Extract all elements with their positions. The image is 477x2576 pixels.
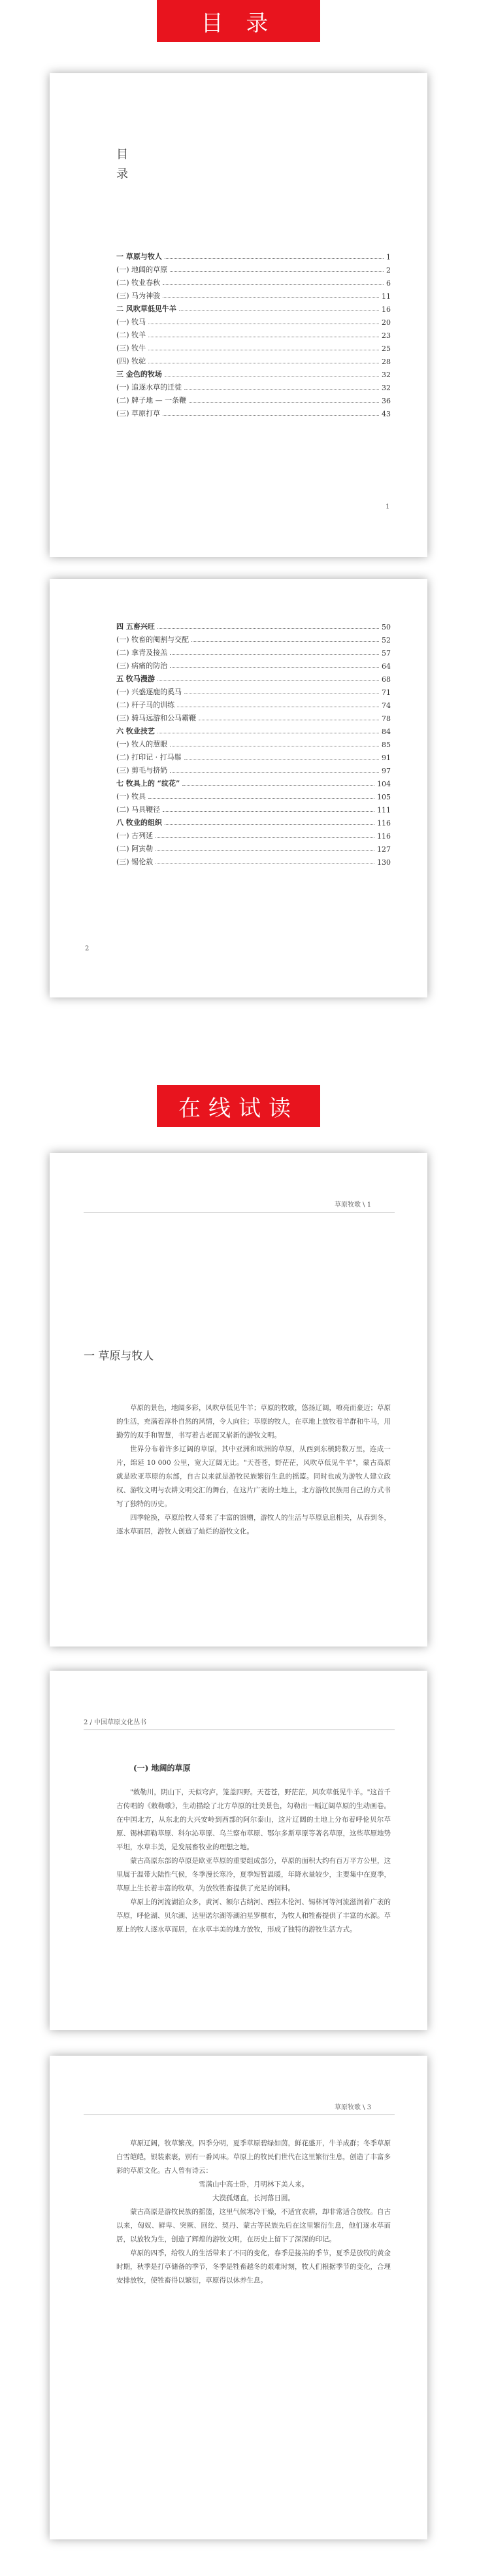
toc-entry-title: (一) 牧人的慧眼 [116, 740, 168, 748]
toc-entry-title: 一 草原与牧人 [116, 252, 162, 261]
toc-entry-title: (二) 打印记 · 打马鬃 [116, 753, 182, 761]
toc-chapter-entry [116, 301, 391, 314]
toc-list-2 [116, 618, 391, 867]
sample-page-2 [50, 1671, 427, 2030]
toc-section-entry [116, 353, 391, 366]
toc-section-entry [116, 644, 391, 658]
page-number: 2 [85, 945, 90, 952]
toc-entry-title: (二) 牌子地 — 一条鞭 [116, 396, 187, 405]
toc-entry-title: (三) 病痛的防治 [116, 661, 168, 670]
toc-entry-title: (三) 骑马远游和公马霸鞭 [116, 714, 197, 722]
toc-entry-title: 四 五畜兴旺 [116, 622, 155, 631]
toc-entry-title: (三) 草原打草 [116, 409, 161, 418]
toc-leader-dots [170, 772, 379, 773]
paragraph: 草原的景色，地阔多彩，风吹草低见牛羊；草原的牧歌，悠扬辽阔，嘹亮而豪迈；草原的生活，充满着淳朴自然的风情，令人向往；草原的牧人，在草地上放牧着羊群和牛马，用勤劳的双手和智慧，书写着古老而又崭新的游牧文明。 [116, 1404, 391, 1439]
toc-leader-dots [184, 759, 379, 760]
toc-entry-page: 78 [382, 714, 391, 723]
toc-entry-title: (一) 追逐水草的迁徙 [116, 383, 182, 392]
toc-leader-dots [157, 680, 379, 681]
toc-section-entry [116, 658, 391, 671]
toc-entry-page: 11 [382, 292, 391, 301]
toc-chapter-entry [116, 814, 391, 828]
toc-entry-title: (一) 牧具 [116, 792, 146, 801]
toc-section-entry [116, 697, 391, 710]
toc-entry-title: (四) 牧驼 [116, 357, 146, 365]
body-text [116, 1401, 391, 1539]
toc-entry-title: 八 牧业的组织 [116, 818, 162, 827]
toc-entry-title: (二) 马具鞭径 [116, 805, 161, 814]
toc-entry-title: (一) 古列延 [116, 831, 154, 840]
toc-page-2 [50, 579, 427, 997]
toc-entry-title: (二) 牧业春秋 [116, 278, 161, 287]
toc-entry-title: (二) 拿青及接羔 [116, 648, 168, 657]
toc-section-entry [116, 841, 391, 854]
toc-entry-page: 23 [382, 331, 391, 340]
paragraph: 草原辽阔，牧草繁茂，四季分明，夏季草原碧绿如茵，鲜花盛开，牛羊成群；冬季草原白雪皑皑，银装素裹，别有一番风味。草原上的牧民们世代在这里繁衍生息，创造了丰富多彩的草原文化。古人曾有诗云： [116, 2139, 391, 2175]
toc-entry-page: 6 [386, 279, 391, 288]
toc-entry-page: 64 [382, 662, 391, 671]
toc-section-entry [116, 736, 391, 749]
paragraph: 草原上的河流湖泊众多，黄河、额尔古纳河、西拉木伦河、锡林河等河流滋润着广袤的草原，呼伦湖、贝尔湖、达里诺尔湖等湖泊星罗棋布，为牧人和牲畜提供了丰富的水源。草原上的牧人逐水草而居，在水草丰美的地方放牧，形成了独特的游牧生活方式。 [116, 1898, 391, 1933]
toc-section-entry [116, 275, 391, 288]
toc-leader-dots [163, 284, 384, 285]
toc-entry-page: 32 [382, 384, 391, 392]
running-head: 2 / 中国草原文化丛书 [84, 1719, 147, 1726]
toc-entry-page: 130 [377, 858, 391, 867]
toc-entry-title: 六 牧业技艺 [116, 727, 155, 735]
toc-section-entry [116, 340, 391, 353]
toc-list-1 [116, 248, 391, 418]
toc-section-entry [116, 631, 391, 644]
toc-leader-dots [170, 654, 379, 655]
header-rule [84, 1212, 395, 1213]
toc-entry-title: 二 风吹草低见牛羊 [116, 305, 176, 313]
toc-leader-dots [156, 863, 374, 864]
toc-section-entry [116, 392, 391, 405]
toc-entry-title: (一) 牧畜的阉割与交配 [116, 635, 189, 644]
toc-section-entry [116, 788, 391, 801]
toc-entry-page: 116 [377, 819, 391, 828]
toc-entry-page: 28 [382, 358, 391, 366]
paragraph: 世界分布着许多辽阔的草原，其中亚洲和欧洲的草原，从西到东横跨数万里，连成一片，绵延 10 000 公里，宽大辽阔无比。"天苍苍，野茫茫，风吹草低见牛羊"，蒙古高原就是欧亚草原的东部，自古以来就是游牧民族繁衍生息的摇篮。同时也成为游牧人建立政权、游牧文明与农耕文明交汇的舞台，在这片广袤的土地上，北方游牧民族用自己的方式书写了独特的历史。 [116, 1445, 391, 1508]
toc-entry-page: 36 [382, 397, 391, 405]
toc-chapter-entry [116, 723, 391, 736]
chapter-heading: 一 草原与牧人 [84, 1350, 154, 1363]
toc-entry-page: 85 [382, 741, 391, 749]
toc-entry-page: 1 [386, 253, 391, 261]
page-number: 1 [386, 503, 390, 510]
paragraph: 蒙古高原东部的草原是欧亚草原的重要组成部分，草原的面积大约有百万平方公里，这里属于温带大陆性气候，冬季漫长寒冷，夏季短暂温暖，年降水量较少，主要集中在夏季，草原上生长着丰富的牧草，为放牧牲畜提供了充足的饲料。 [116, 1857, 391, 1892]
toc-entry-page: 116 [377, 832, 391, 841]
toc-entry-page: 84 [382, 728, 391, 736]
toc-entry-page: 52 [382, 636, 391, 644]
toc-title [116, 145, 128, 184]
toc-leader-dots [163, 415, 379, 416]
toc-entry-page: 43 [382, 410, 391, 418]
toc-title-char-1: 目 [116, 148, 128, 161]
toc-leader-dots [170, 271, 384, 272]
toc-entry-page: 97 [382, 767, 391, 775]
toc-entry-page: 127 [377, 845, 391, 854]
section-heading: (一) 地阔的草原 [133, 1764, 191, 1773]
trial-banner: 在线试读 [157, 1085, 320, 1127]
toc-leader-dots [148, 798, 374, 799]
toc-section-entry [116, 801, 391, 814]
toc-section-entry [116, 710, 391, 723]
toc-entry-page: 57 [382, 649, 391, 658]
toc-entry-title: (二) 牧羊 [116, 331, 146, 339]
toc-entry-title: (三) 剪毛与挤奶 [116, 766, 168, 775]
toc-leader-dots [170, 667, 379, 668]
toc-entry-page: 68 [382, 675, 391, 684]
toc-leader-dots [182, 785, 374, 786]
toc-leader-dots [165, 258, 384, 259]
running-head: 草原牧歌 \ 1 [335, 1201, 372, 1209]
toc-leader-dots [184, 389, 379, 390]
toc-entry-page: 111 [377, 806, 391, 814]
toc-title-char-2: 录 [116, 167, 128, 181]
toc-chapter-entry [116, 775, 391, 788]
toc-entry-title: (二) 杆子马的训练 [116, 701, 175, 709]
paragraph: 草原的四季，给牧人的生活带来了不同的变化，春季是接羔的季节，夏季是放牧的黄金时期，秋季是打草储备的季节，冬季是牲畜越冬的艰难时刻，牧人们根据季节的变化，合理安排放牧，使牲畜得以繁衍，草原得以休养生息。 [116, 2249, 391, 2284]
toc-entry-page: 71 [382, 688, 391, 697]
toc-entry-page: 104 [377, 780, 391, 788]
paragraph: 蒙古高原是游牧民族的摇篮，这里气候寒冷干燥，不适宜农耕，却非常适合放牧。自古以来，匈奴、鲜卑、突厥、回纥、契丹、蒙古等民族先后在这里繁衍生息，他们逐水草而居，以放牧为生，创造了辉煌的游牧文明，在历史上留下了深深的印记。 [116, 2208, 391, 2243]
toc-leader-dots [156, 850, 374, 851]
verse-line: 雪满山中高士卧，月明林下美人来。 [199, 2181, 308, 2188]
toc-entry-page: 91 [382, 754, 391, 762]
toc-entry-page: 20 [382, 318, 391, 327]
toc-section-entry [116, 762, 391, 775]
toc-leader-dots [157, 628, 379, 629]
toc-banner: 目 录 [157, 0, 320, 42]
sample-page-1 [50, 1153, 427, 1647]
toc-entry-title: (一) 兴盛逐鹿的奚马 [116, 688, 182, 696]
toc-chapter-entry [116, 366, 391, 379]
toc-leader-dots [179, 310, 379, 311]
body-text [116, 2137, 391, 2288]
toc-section-entry [116, 327, 391, 340]
toc-leader-dots [189, 402, 379, 403]
sample-page-3 [50, 2056, 427, 2539]
toc-chapter-entry [116, 248, 391, 261]
toc-entry-title: (三) 锡伦敖 [116, 858, 154, 866]
toc-entry-title: (一) 牧马 [116, 318, 146, 326]
toc-section-entry [116, 405, 391, 418]
toc-page-1 [50, 73, 427, 557]
toc-entry-page: 105 [377, 793, 391, 801]
toc-entry-title: 五 牧马漫游 [116, 675, 155, 683]
toc-section-entry [116, 314, 391, 327]
running-head: 草原牧歌 \ 3 [335, 2104, 372, 2111]
toc-entry-page: 32 [382, 371, 391, 379]
toc-entry-title: 七 牧具上的 “纹花” [116, 779, 180, 788]
body-text [116, 1786, 391, 1937]
toc-entry-title: 三 金色的牧场 [116, 370, 162, 378]
toc-section-entry [116, 261, 391, 275]
toc-leader-dots [191, 641, 379, 642]
toc-section-entry [116, 828, 391, 841]
toc-entry-title: (一) 地阔的草原 [116, 265, 168, 274]
toc-section-entry [116, 749, 391, 762]
toc-leader-dots [156, 837, 374, 838]
toc-entry-page: 25 [382, 344, 391, 353]
verse-line: 大漠孤烟直，长河落日圆。 [212, 2194, 295, 2202]
toc-leader-dots [165, 824, 374, 825]
toc-chapter-entry [116, 618, 391, 631]
toc-entry-page: 16 [382, 305, 391, 314]
toc-leader-dots [163, 297, 379, 298]
toc-chapter-entry [116, 671, 391, 684]
toc-entry-page: 50 [382, 623, 391, 631]
toc-section-entry [116, 684, 391, 697]
toc-entry-title: (三) 牧牛 [116, 344, 146, 352]
toc-section-entry [116, 854, 391, 867]
paragraph: 四季轮换，草原给牧人带来了丰富的馈赠，游牧人的生活与草原息息相关，从春到冬，逐水草而居，游牧人创造了灿烂的游牧文化。 [116, 1514, 391, 1535]
toc-entry-title: (二) 阿寅勒 [116, 845, 154, 853]
paragraph: "敕勒川，阴山下，天似穹庐，笼盖四野。天苍苍，野茫茫，风吹草低见牛羊。"这首千古传唱的《敕勒歌》，生动描绘了北方草原的壮美景色，勾勒出一幅辽阔草原的生动画卷。在中国北方，从东北的大兴安岭到西部的阿尔泰山，这片辽阔的土地上分布着呼伦贝尔草原、锡林郭勒草原、科尔沁草原、乌兰察布草原、鄂尔多斯草原等著名草原，这些草原地势平坦，水草丰美，是发展畜牧业的理想之地。 [116, 1788, 391, 1851]
toc-leader-dots [163, 811, 374, 812]
toc-section-entry [116, 379, 391, 392]
toc-entry-title: (三) 马为神骏 [116, 292, 161, 300]
toc-section-entry [116, 288, 391, 301]
toc-entry-page: 2 [386, 266, 391, 275]
toc-entry-page: 74 [382, 701, 391, 710]
